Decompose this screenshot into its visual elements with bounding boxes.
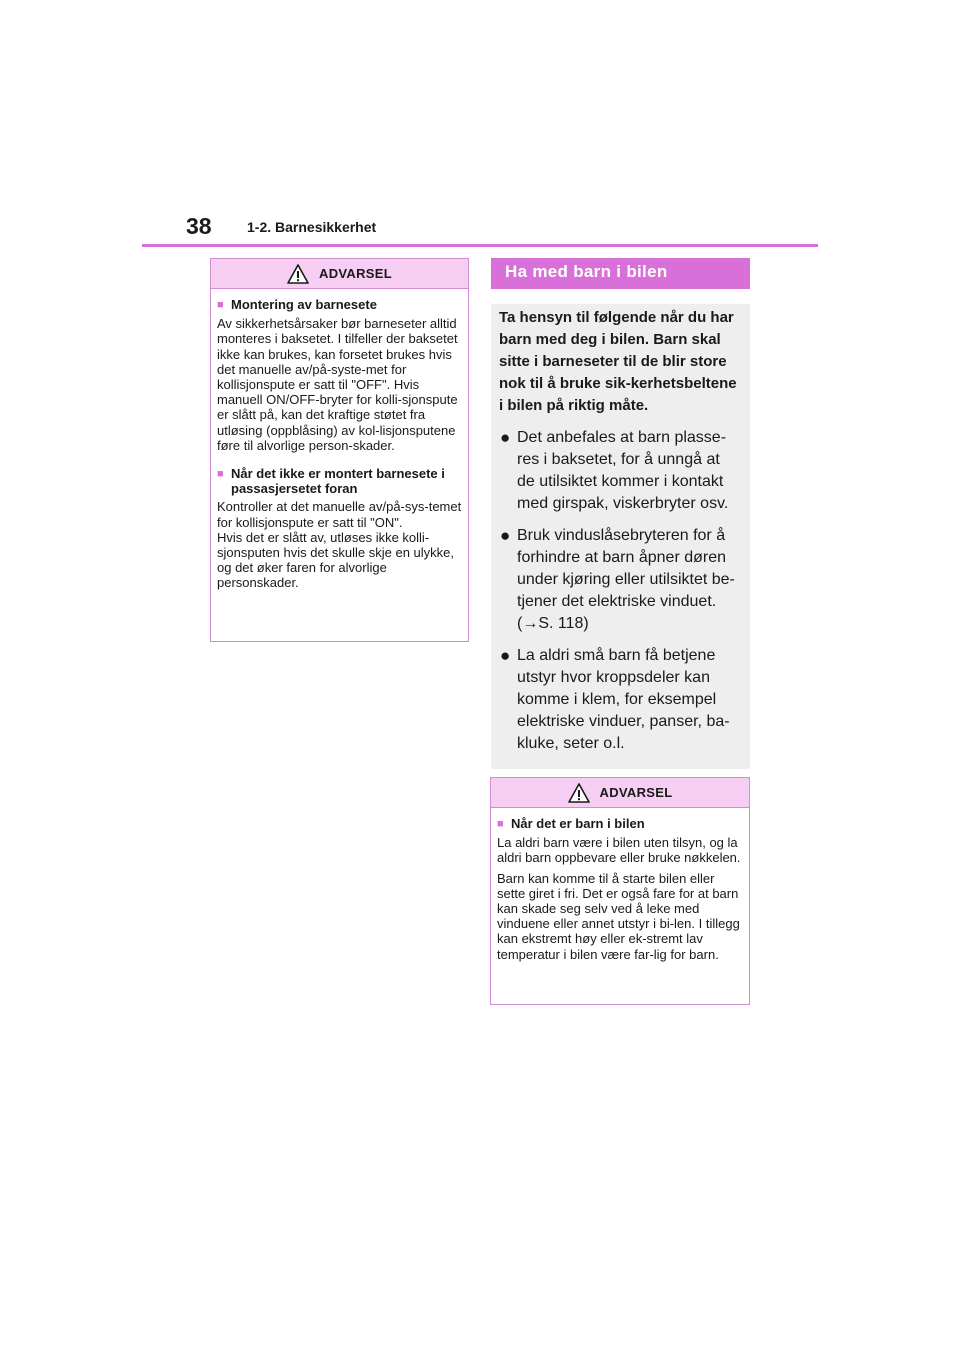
header-rule <box>142 244 818 247</box>
warning-header <box>211 259 468 289</box>
bullet-icon: ● <box>500 428 511 447</box>
warning-box-child-seat <box>210 258 469 642</box>
heading-marker-icon: ■ <box>217 299 224 311</box>
warning-paragraph: Av sikkerhetsårsaker bør barneseter alltid monteres i baksetet. I tilfeller der baksetet ikke kan brukes, kan forsetet brukes hvis det manuelle av/på-syste-met for kollisjonspute er satt til "OFF". Hvis manuell ON/OFF-bryter for kolli-sjonspute er slått på, kan det kraftige støtet fra utløsing (oppblåsing) av kol-lisjonsputene føre til alvorlige person-skader. <box>217 316 458 453</box>
section-title: Ha med barn i bilen <box>491 258 750 289</box>
warning-title: ADVARSEL <box>599 785 673 800</box>
running-head: 1-2. Barnesikkerhet <box>247 219 377 235</box>
warning-paragraph: La aldri barn være i bilen uten tilsyn, og la aldri barn oppbevare eller bruke nøkkelen. <box>497 835 741 866</box>
list-item: ● La aldri små barn få betjene utstyr hvor kroppsdeler kan komme i klem, for eksempel elektriske vinduer, panser, ba-kluke, seter o.l. <box>499 645 742 755</box>
warning-body <box>491 808 749 975</box>
section-intro: Ta hensyn til følgende når du har barn med deg i bilen. Barn skal sitte i barneseter til de blir store nok til å bruke sik-kerhetsbeltene i bilen på riktig måte. <box>499 309 737 414</box>
bullet-icon: ● <box>500 526 511 545</box>
warning-triangle-icon <box>568 783 590 803</box>
section-content <box>491 304 750 769</box>
warning-subheading: ■ Når det er barn i bilen <box>497 816 645 831</box>
warning-subheading: ■ Montering av barnesete <box>217 297 377 312</box>
warning-paragraph: Kontroller at det manuelle av/på-sys-temet for kollisjonspute er satt til "ON". <box>217 499 462 530</box>
warning-box-children-in-car <box>490 777 750 1005</box>
warning-triangle-icon <box>287 264 309 284</box>
warning-subheading: ■ Når det ikke er montert barnesete i passasjersetet foran <box>217 466 445 497</box>
warning-title: ADVARSEL <box>319 266 392 281</box>
bullet-icon: ● <box>500 646 511 665</box>
list-item: ● Bruk vinduslåsebryteren for å forhindre at barn åpner døren under kjøring eller utilsiktet be-tjener det elektriske vinduet. (→S. 118) <box>499 525 742 635</box>
warning-body <box>211 289 468 604</box>
warning-paragraph: Hvis det er slått av, utløses ikke kolli-sjonsputen hvis det skulle skje en ulykke, og det øker faren for alvorlige personskader. <box>217 529 455 591</box>
heading-marker-icon: ■ <box>217 468 224 481</box>
list-item: ● Det anbefales at barn plasse-res i baksetet, for å unngå at de utilsiktet kommer i kontakt med girspak, viskerbryter osv. <box>499 427 742 515</box>
page-number: 38 <box>186 213 212 239</box>
warning-paragraph: Barn kan komme til å starte bilen eller sette giret i fri. Det er også fare for at barn kan skade seg selv ved å leke med vinduene eller annet utstyr i bi-len. I tillegg kan ekstremt høy eller ek-stremt lav temperatur i bilen være far-lig for barn. <box>497 870 740 962</box>
heading-marker-icon: ■ <box>497 818 504 830</box>
warning-header <box>491 778 749 808</box>
